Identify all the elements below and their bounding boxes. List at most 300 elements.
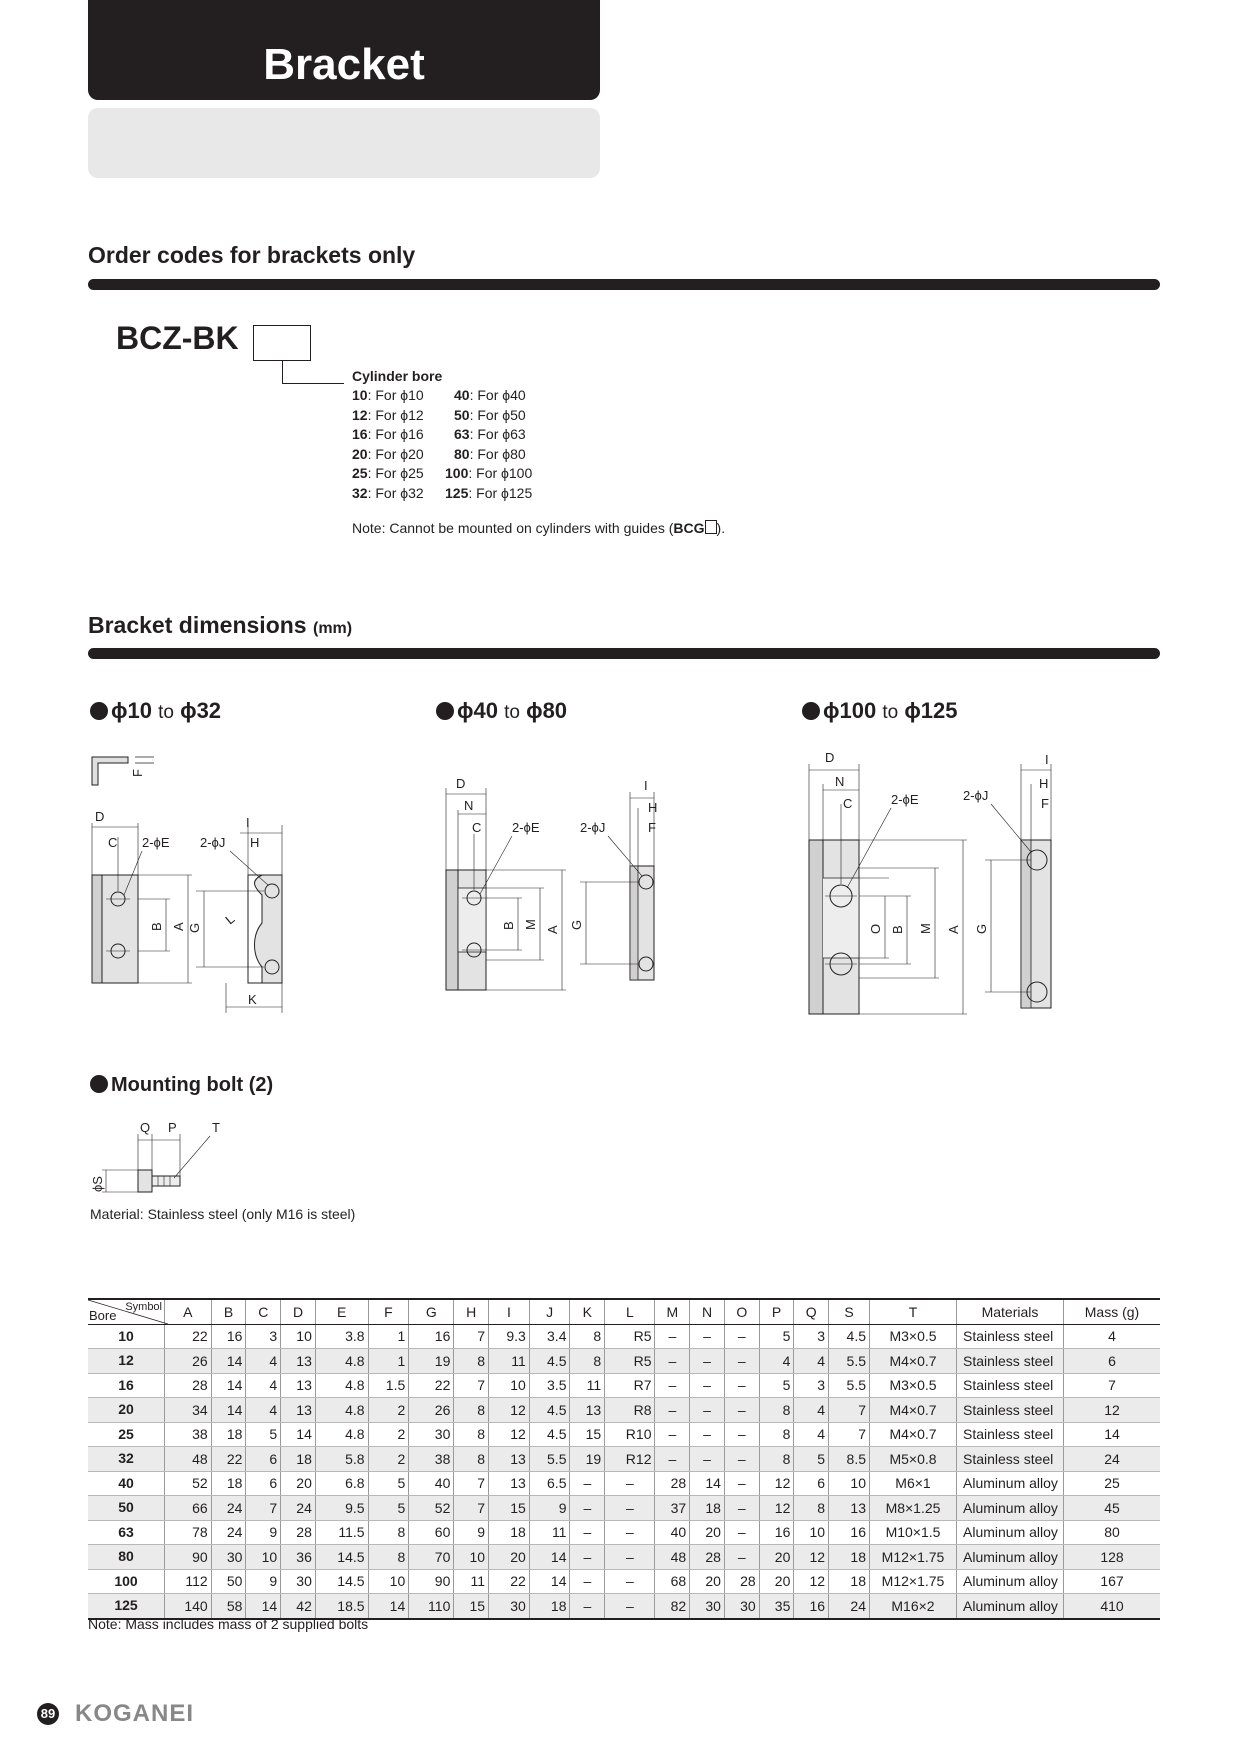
table-cell: 3: [246, 1324, 281, 1349]
table-cell: 11: [570, 1373, 605, 1398]
table-cell: 6: [794, 1471, 829, 1496]
table-cell: 12: [489, 1398, 530, 1423]
fig3-drawing: [795, 748, 1095, 1023]
table-cell: 20: [759, 1545, 794, 1570]
table-cell: 13: [281, 1349, 316, 1374]
table-cell: Aluminum alloy: [957, 1569, 1064, 1594]
table-cell: M12×1.75: [870, 1569, 957, 1594]
table-cell: 4: [794, 1349, 829, 1374]
table-cell: 9: [246, 1520, 281, 1545]
table-cell: –: [724, 1496, 759, 1521]
table-row: [88, 1520, 1160, 1545]
table-cell: 13: [489, 1471, 530, 1496]
table-cell: 8: [368, 1545, 409, 1570]
table-cell: 35: [759, 1594, 794, 1619]
corner-symbol-label: Symbol: [125, 1301, 162, 1313]
table-cell: 4: [246, 1349, 281, 1374]
table-cell: M12×1.75: [870, 1545, 957, 1570]
table-cell: 3: [794, 1324, 829, 1349]
table-cell: 1: [368, 1324, 409, 1349]
fig1-drawing: [80, 745, 310, 1020]
table-cell: M16×2: [870, 1594, 957, 1619]
table-cell: 6: [246, 1471, 281, 1496]
col-header: B: [211, 1299, 246, 1324]
table-cell: 13: [281, 1398, 316, 1423]
col-header: O: [724, 1299, 759, 1324]
svg-text:I: I: [644, 778, 648, 793]
table-body: [88, 1324, 1160, 1619]
table-cell: 30: [281, 1569, 316, 1594]
table-cell: 12: [794, 1545, 829, 1570]
table-cell: 24: [281, 1496, 316, 1521]
table-cell: 40: [409, 1471, 454, 1496]
svg-text:Q: Q: [140, 1120, 151, 1135]
bore-item: 12: For ϕ12: [352, 406, 424, 423]
order-code-blank-box: [253, 325, 311, 361]
table-cell: 10: [368, 1569, 409, 1594]
table-cell: 16: [829, 1520, 870, 1545]
table-cell: 6.8: [315, 1471, 368, 1496]
svg-text:I: I: [246, 815, 250, 830]
table-cell: 15: [454, 1594, 489, 1619]
bore-cell: 100: [88, 1569, 165, 1594]
svg-text:M: M: [523, 919, 538, 930]
table-cell: 52: [165, 1471, 212, 1496]
table-cell: 18: [829, 1545, 870, 1570]
svg-text:F: F: [1041, 796, 1049, 811]
table-cell: 5.5: [829, 1349, 870, 1374]
table-cell: 13: [281, 1373, 316, 1398]
fig2-drawing: [430, 770, 680, 995]
table-cell: 50: [211, 1569, 246, 1594]
table-cell: 13: [489, 1447, 530, 1472]
table-cell: 18.5: [315, 1594, 368, 1619]
table-cell: –: [655, 1422, 690, 1447]
bore-cell: 80: [88, 1545, 165, 1570]
table-cell: 1.5: [368, 1373, 409, 1398]
table-cell: 14: [368, 1594, 409, 1619]
table-cell: 30: [724, 1594, 759, 1619]
col-header: Q: [794, 1299, 829, 1324]
table-cell: 7: [1064, 1373, 1161, 1398]
col-header: H: [454, 1299, 489, 1324]
table-cell: 8: [570, 1324, 605, 1349]
corner-bore-label: Bore: [89, 1307, 117, 1323]
table-cell: 18: [829, 1569, 870, 1594]
table-cell: 18: [489, 1520, 530, 1545]
table-cell: 13: [829, 1496, 870, 1521]
table-cell: 167: [1064, 1569, 1161, 1594]
table-cell: –: [570, 1520, 605, 1545]
table-cell: –: [724, 1471, 759, 1496]
table-row: [88, 1545, 1160, 1570]
table-cell: 10: [489, 1373, 530, 1398]
order-section-title: Order codes for brackets only: [88, 242, 416, 268]
table-cell: 7: [454, 1373, 489, 1398]
table-cell: –: [724, 1398, 759, 1423]
bore-list-col2: [445, 386, 555, 503]
table-cell: 8: [368, 1520, 409, 1545]
table-cell: 36: [281, 1545, 316, 1570]
table-cell: 140: [165, 1594, 212, 1619]
table-cell: –: [724, 1349, 759, 1374]
table-cell: 26: [409, 1398, 454, 1423]
table-cell: 4: [1064, 1324, 1161, 1349]
table-cell: 4.5: [529, 1398, 570, 1423]
table-cell: 30: [211, 1545, 246, 1570]
bore-item: 20: For ϕ20: [352, 445, 424, 462]
svg-text:D: D: [95, 809, 105, 824]
table-cell: 22: [489, 1569, 530, 1594]
table-cell: Stainless steel: [957, 1349, 1064, 1374]
table-cell: 20: [690, 1520, 725, 1545]
table-cell: 10: [246, 1545, 281, 1570]
table-cell: 48: [655, 1545, 690, 1570]
table-cell: 25: [1064, 1471, 1161, 1496]
table-cell: 9: [454, 1520, 489, 1545]
table-cell: 60: [409, 1520, 454, 1545]
table-cell: 5: [246, 1422, 281, 1447]
table-cell: 4.8: [315, 1373, 368, 1398]
col-header: M: [655, 1299, 690, 1324]
table-cell: 2: [368, 1398, 409, 1423]
brand-logo: KOGANEI: [75, 1700, 195, 1727]
order-code: BCZ-BK: [116, 320, 239, 356]
table-cell: 19: [570, 1447, 605, 1472]
table-cell: 68: [655, 1569, 690, 1594]
col-header: P: [759, 1299, 794, 1324]
table-cell: –: [655, 1373, 690, 1398]
svg-text:2-ϕJ: 2-ϕJ: [580, 820, 606, 835]
table-cell: 38: [409, 1447, 454, 1472]
table-cell: –: [605, 1545, 655, 1570]
fig3-title: ϕ100 to ϕ125: [802, 698, 958, 724]
table-header-row: [88, 1299, 1160, 1324]
table-cell: –: [655, 1324, 690, 1349]
table-cell: 8: [454, 1422, 489, 1447]
table-cell: R12: [605, 1447, 655, 1472]
table-cell: 8: [759, 1398, 794, 1423]
table-cell: M4×0.7: [870, 1349, 957, 1374]
table-cell: 12: [759, 1471, 794, 1496]
table-cell: 58: [211, 1594, 246, 1619]
table-cell: Aluminum alloy: [957, 1496, 1064, 1521]
table-cell: 66: [165, 1496, 212, 1521]
table-cell: –: [605, 1594, 655, 1619]
table-cell: –: [605, 1471, 655, 1496]
table-cell: 4: [246, 1373, 281, 1398]
table-cell: 6: [246, 1447, 281, 1472]
svg-text:G: G: [974, 923, 989, 934]
table-cell: 28: [281, 1520, 316, 1545]
table-cell: 22: [409, 1373, 454, 1398]
table-cell: 5.5: [829, 1373, 870, 1398]
table-cell: 38: [165, 1422, 212, 1447]
table-cell: 8.5: [829, 1447, 870, 1472]
table-row: [88, 1349, 1160, 1374]
table-cell: 5: [794, 1447, 829, 1472]
table-cell: –: [690, 1349, 725, 1374]
col-header: K: [570, 1299, 605, 1324]
table-cell: 15: [570, 1422, 605, 1447]
table-cell: 34: [165, 1398, 212, 1423]
table-cell: R5: [605, 1324, 655, 1349]
table-cell: –: [724, 1373, 759, 1398]
bore-item: 40: For ϕ40: [454, 387, 526, 403]
table-cell: –: [724, 1324, 759, 1349]
table-cell: –: [724, 1447, 759, 1472]
table-cell: 90: [409, 1569, 454, 1594]
dimension-table: [88, 1298, 1160, 1620]
bore-item: 63: For ϕ63: [454, 426, 526, 442]
table-cell: 45: [1064, 1496, 1161, 1521]
table-cell: 10: [794, 1520, 829, 1545]
svg-text:A: A: [171, 922, 186, 931]
bore-cell: 63: [88, 1520, 165, 1545]
table-cell: 9: [529, 1496, 570, 1521]
bore-item: 125: For ϕ125: [445, 484, 533, 501]
table-cell: 14.5: [315, 1545, 368, 1570]
col-header: C: [246, 1299, 281, 1324]
svg-text:N: N: [835, 774, 845, 789]
col-header: Materials: [957, 1299, 1064, 1324]
subtitle-box: [88, 108, 600, 178]
table-cell: 7: [454, 1471, 489, 1496]
bore-cell: 32: [88, 1447, 165, 1472]
table-cell: 12: [1064, 1398, 1161, 1423]
table-cell: 4.8: [315, 1422, 368, 1447]
table-cell: 128: [1064, 1545, 1161, 1570]
svg-text:D: D: [825, 750, 835, 765]
col-header: E: [315, 1299, 368, 1324]
col-header: F: [368, 1299, 409, 1324]
table-cell: 4: [246, 1398, 281, 1423]
table-cell: 12: [759, 1496, 794, 1521]
table-cell: M8×1.25: [870, 1496, 957, 1521]
svg-text:2-ϕE: 2-ϕE: [512, 820, 540, 835]
table-cell: 6: [1064, 1349, 1161, 1374]
col-header: L: [605, 1299, 655, 1324]
bore-item: 16: For ϕ16: [352, 426, 424, 442]
table-cell: 20: [489, 1545, 530, 1570]
table-corner-cell: [88, 1299, 165, 1324]
table-cell: 12: [489, 1422, 530, 1447]
table-cell: Aluminum alloy: [957, 1545, 1064, 1570]
table-cell: 7: [454, 1324, 489, 1349]
dims-section-rule: [88, 648, 1160, 659]
table-cell: 28: [724, 1569, 759, 1594]
table-cell: R8: [605, 1398, 655, 1423]
table-cell: M10×1.5: [870, 1520, 957, 1545]
svg-text:C: C: [108, 835, 118, 850]
table-cell: 28: [690, 1545, 725, 1570]
table-cell: 5: [759, 1373, 794, 1398]
table-cell: 30: [690, 1594, 725, 1619]
table-cell: 4.5: [829, 1324, 870, 1349]
table-cell: 18: [281, 1447, 316, 1472]
svg-text:G: G: [187, 922, 202, 933]
table-row: [88, 1594, 1160, 1619]
table-cell: M6×1: [870, 1471, 957, 1496]
table-cell: –: [655, 1447, 690, 1472]
table-cell: 48: [165, 1447, 212, 1472]
table-cell: 7: [829, 1422, 870, 1447]
table-cell: –: [724, 1545, 759, 1570]
table-cell: M3×0.5: [870, 1324, 957, 1349]
table-cell: –: [570, 1471, 605, 1496]
svg-text:P: P: [168, 1120, 177, 1135]
table-cell: –: [690, 1422, 725, 1447]
table-cell: 28: [655, 1471, 690, 1496]
svg-text:N: N: [464, 798, 474, 813]
table-row: [88, 1373, 1160, 1398]
table-cell: –: [690, 1373, 725, 1398]
table-cell: 2: [368, 1447, 409, 1472]
table-cell: Aluminum alloy: [957, 1471, 1064, 1496]
table-cell: 8: [759, 1447, 794, 1472]
table-cell: Stainless steel: [957, 1373, 1064, 1398]
col-header: I: [489, 1299, 530, 1324]
table-cell: Stainless steel: [957, 1422, 1064, 1447]
table-cell: 4.8: [315, 1349, 368, 1374]
table-cell: 14: [1064, 1422, 1161, 1447]
table-cell: 7: [454, 1496, 489, 1521]
table-cell: 8: [454, 1447, 489, 1472]
table-cell: M4×0.7: [870, 1422, 957, 1447]
table-cell: 14.5: [315, 1569, 368, 1594]
bolt-drawing: [88, 1120, 238, 1200]
table-cell: 10: [829, 1471, 870, 1496]
table-cell: –: [724, 1422, 759, 1447]
table-cell: 14: [211, 1398, 246, 1423]
page-title: Bracket: [263, 40, 425, 89]
table-cell: R10: [605, 1422, 655, 1447]
table-cell: 7: [246, 1496, 281, 1521]
table-cell: 110: [409, 1594, 454, 1619]
svg-text:C: C: [843, 796, 853, 811]
table-cell: –: [570, 1594, 605, 1619]
table-cell: –: [690, 1447, 725, 1472]
table-cell: 8: [794, 1496, 829, 1521]
table-cell: 7: [829, 1398, 870, 1423]
table-cell: 52: [409, 1496, 454, 1521]
table-cell: Stainless steel: [957, 1398, 1064, 1423]
table-cell: R5: [605, 1349, 655, 1374]
svg-text:T: T: [212, 1120, 220, 1135]
svg-text:A: A: [545, 925, 560, 934]
table-cell: 42: [281, 1594, 316, 1619]
bore-cell: 20: [88, 1398, 165, 1423]
table-cell: 8: [759, 1422, 794, 1447]
svg-text:D: D: [456, 776, 466, 791]
bore-list-col1: [352, 386, 442, 503]
table-cell: 18: [690, 1496, 725, 1521]
svg-text:I: I: [1045, 752, 1049, 767]
table-cell: –: [690, 1398, 725, 1423]
table-cell: 11: [489, 1349, 530, 1374]
table-cell: 9.3: [489, 1324, 530, 1349]
svg-text:F: F: [648, 820, 656, 835]
table-cell: –: [570, 1545, 605, 1570]
table-cell: 22: [211, 1447, 246, 1472]
col-header: D: [281, 1299, 316, 1324]
table-cell: 20: [759, 1569, 794, 1594]
svg-text:B: B: [501, 921, 516, 930]
table-cell: –: [605, 1520, 655, 1545]
table-cell: 19: [409, 1349, 454, 1374]
bore-cell: 10: [88, 1324, 165, 1349]
svg-text:H: H: [648, 800, 658, 815]
table-cell: –: [690, 1324, 725, 1349]
col-header: S: [829, 1299, 870, 1324]
svg-text:A: A: [946, 925, 961, 934]
table-cell: 5.8: [315, 1447, 368, 1472]
table-cell: 4: [794, 1398, 829, 1423]
table-cell: 24: [829, 1594, 870, 1619]
table-cell: 410: [1064, 1594, 1161, 1619]
table-row: [88, 1569, 1160, 1594]
table-cell: 6.5: [529, 1471, 570, 1496]
table-row: [88, 1447, 1160, 1472]
table-row: [88, 1471, 1160, 1496]
table-cell: 82: [655, 1594, 690, 1619]
svg-text:ϕS: ϕS: [90, 1176, 105, 1192]
table-cell: 28: [165, 1373, 212, 1398]
dims-section-title: Bracket dimensions (mm): [88, 612, 353, 638]
table-cell: M4×0.7: [870, 1398, 957, 1423]
bore-item: 100: For ϕ100: [445, 465, 533, 481]
table-cell: 11: [529, 1520, 570, 1545]
bore-cell: 125: [88, 1594, 165, 1619]
bore-item: 80: For ϕ80: [454, 445, 526, 462]
table-cell: –: [605, 1496, 655, 1521]
table-cell: M3×0.5: [870, 1373, 957, 1398]
table-cell: 18: [211, 1471, 246, 1496]
svg-text:B: B: [890, 925, 905, 934]
table-cell: 24: [211, 1496, 246, 1521]
svg-text:M: M: [918, 923, 933, 934]
svg-text:H: H: [1039, 776, 1049, 791]
table-cell: 8: [570, 1349, 605, 1374]
order-section-rule: [88, 279, 1160, 290]
table-cell: 4: [759, 1349, 794, 1374]
col-header: G: [409, 1299, 454, 1324]
table-cell: 14: [211, 1349, 246, 1374]
table-cell: 14: [529, 1545, 570, 1570]
table-cell: 5: [368, 1496, 409, 1521]
table-cell: 80: [1064, 1520, 1161, 1545]
bore-item: 25: For ϕ25: [352, 465, 424, 481]
table-cell: 4.8: [315, 1398, 368, 1423]
table-cell: 4: [794, 1422, 829, 1447]
table-cell: 4.5: [529, 1349, 570, 1374]
table-cell: 20: [690, 1569, 725, 1594]
col-header: Mass (g): [1064, 1299, 1161, 1324]
table-cell: –: [724, 1520, 759, 1545]
bore-cell: 40: [88, 1471, 165, 1496]
table-cell: 11: [454, 1569, 489, 1594]
table-cell: 10: [281, 1324, 316, 1349]
table-cell: 40: [655, 1520, 690, 1545]
col-header: N: [690, 1299, 725, 1324]
svg-text:G: G: [569, 919, 584, 930]
table-cell: 78: [165, 1520, 212, 1545]
table-cell: R7: [605, 1373, 655, 1398]
svg-text:O: O: [868, 923, 883, 934]
table-cell: 10: [454, 1545, 489, 1570]
table-cell: 22: [165, 1324, 212, 1349]
svg-text:F: F: [130, 769, 145, 777]
